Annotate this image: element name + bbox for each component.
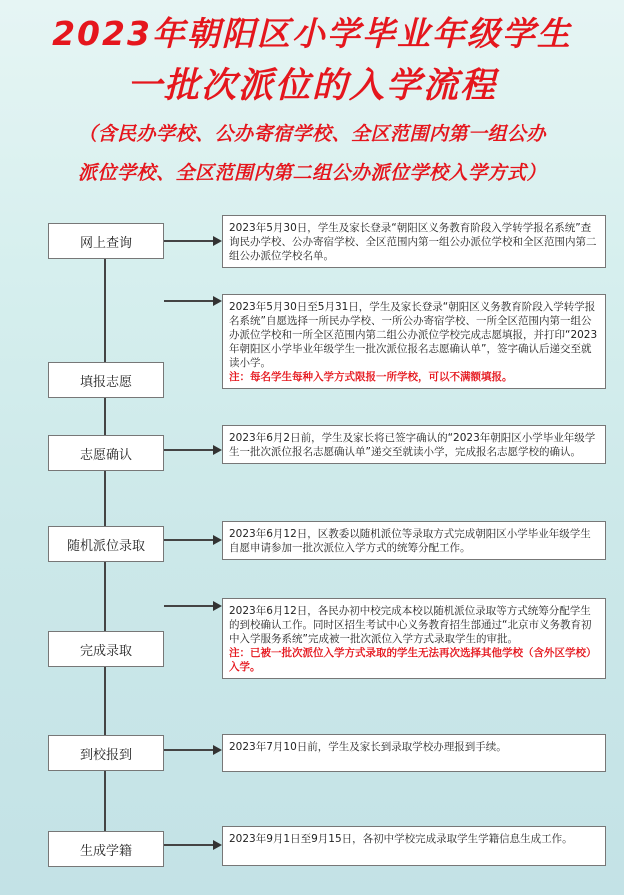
flow-connector: [104, 398, 106, 435]
description-note: 注：已被一批次派位入学方式录取的学生无法再次选择其他学校（含外区学校）入学。: [229, 647, 597, 673]
flow-step-school-registration: [48, 735, 164, 771]
description-text: 2023年5月30日，学生及家长登录“朝阳区义务教育阶段入学转学报名系统”查询民办学校、公办寄宿学校、全区范围内第一组公办派位学校和全区范围内第二组公办派位学校名单。: [229, 222, 597, 262]
flow-step-confirm-preferences: [48, 435, 164, 471]
flow-step-generate-student-record: [48, 831, 164, 867]
page-subtitle-line-2: 派位学校、全区范围内第二组公办派位学校入学方式）: [77, 162, 546, 184]
description-note: 注：每名学生每种入学方式限报一所学校，可以不满额填报。: [229, 371, 513, 383]
flow-step-description: [222, 215, 606, 268]
flow-step-label: 网上查询: [79, 235, 132, 251]
page-subtitle-line-1: （含民办学校、公办寄宿学校、全区范围内第一组公办: [77, 123, 546, 145]
flow-step-label: 完成录取: [79, 643, 132, 659]
flow-step-description: [222, 826, 606, 866]
flow-step-label: 生成学籍: [79, 843, 132, 859]
flow-connector: [104, 771, 106, 831]
flow-step-description: [222, 598, 606, 679]
arrow-right-icon: [164, 745, 222, 755]
flow-step-label: 填报志愿: [79, 374, 132, 390]
flow-step-random-allocation: [48, 526, 164, 562]
description-text: 2023年6月12日，区教委以随机派位等录取方式完成朝阳区小学毕业年级学生自愿申请参加一批次派位入学方式的统筹分配工作。: [229, 528, 591, 554]
flow-connector: [104, 471, 106, 526]
page-title-line-2: 一批次派位的入学流程: [126, 66, 497, 106]
flow-step-description: [222, 425, 606, 464]
flow-step-online-query: [48, 223, 164, 259]
arrow-right-icon: [164, 296, 222, 306]
flow-step-label: 到校报到: [79, 747, 132, 763]
description-text: 2023年6月2日前，学生及家长将已签字确认的“2023年朝阳区小学毕业年级学生一批次派位报名志愿确认单”递交至就读小学，完成报名志愿学校的确认。: [229, 432, 596, 458]
flow-connector: [104, 259, 106, 362]
arrow-right-icon: [164, 535, 222, 545]
description-text: 2023年9月1日至9月15日，各初中学校完成录取学生学籍信息生成工作。: [229, 833, 573, 845]
description-text: 2023年5月30日至5月31日，学生及家长登录“朝阳区义务教育阶段入学转学报名系统”自愿选择一所民办学校、一所公办寄宿学校、一所全区范围内第一组公办派位学校和一所全区范围内第二组公办派位学校完成志愿填报，并打印“2023年朝阳区小学毕业年级学生一批次派位报名志愿确认单”，签字确认后递交至就读小学。: [229, 301, 598, 369]
flow-step-complete-admission: [48, 631, 164, 667]
arrow-right-icon: [164, 840, 222, 850]
flow-step-description: [222, 294, 606, 389]
flow-connector: [104, 562, 106, 631]
flow-step-fill-preferences: [48, 362, 164, 398]
flow-step-description: [222, 521, 606, 560]
flow-step-label: 志愿确认: [79, 447, 132, 463]
page-title-line-1: 2023年朝阳区小学毕业年级学生: [52, 14, 572, 53]
arrow-right-icon: [164, 601, 222, 611]
description-text: 2023年7月10日前，学生及家长到录取学校办理报到手续。: [229, 741, 507, 753]
flow-connector: [104, 667, 106, 735]
arrow-right-icon: [164, 236, 222, 246]
description-text: 2023年6月12日，各民办初中校完成本校以随机派位录取等方式统筹分配学生的到校确认工作。同时区招生考试中心义务教育招生部通过“北京市义务教育初中入学服务系统”完成被一批次派位入学方式录取学生的审批。: [229, 605, 592, 645]
arrow-right-icon: [164, 445, 222, 455]
flow-step-description: [222, 734, 606, 772]
flow-step-label: 随机派位录取: [66, 538, 145, 554]
